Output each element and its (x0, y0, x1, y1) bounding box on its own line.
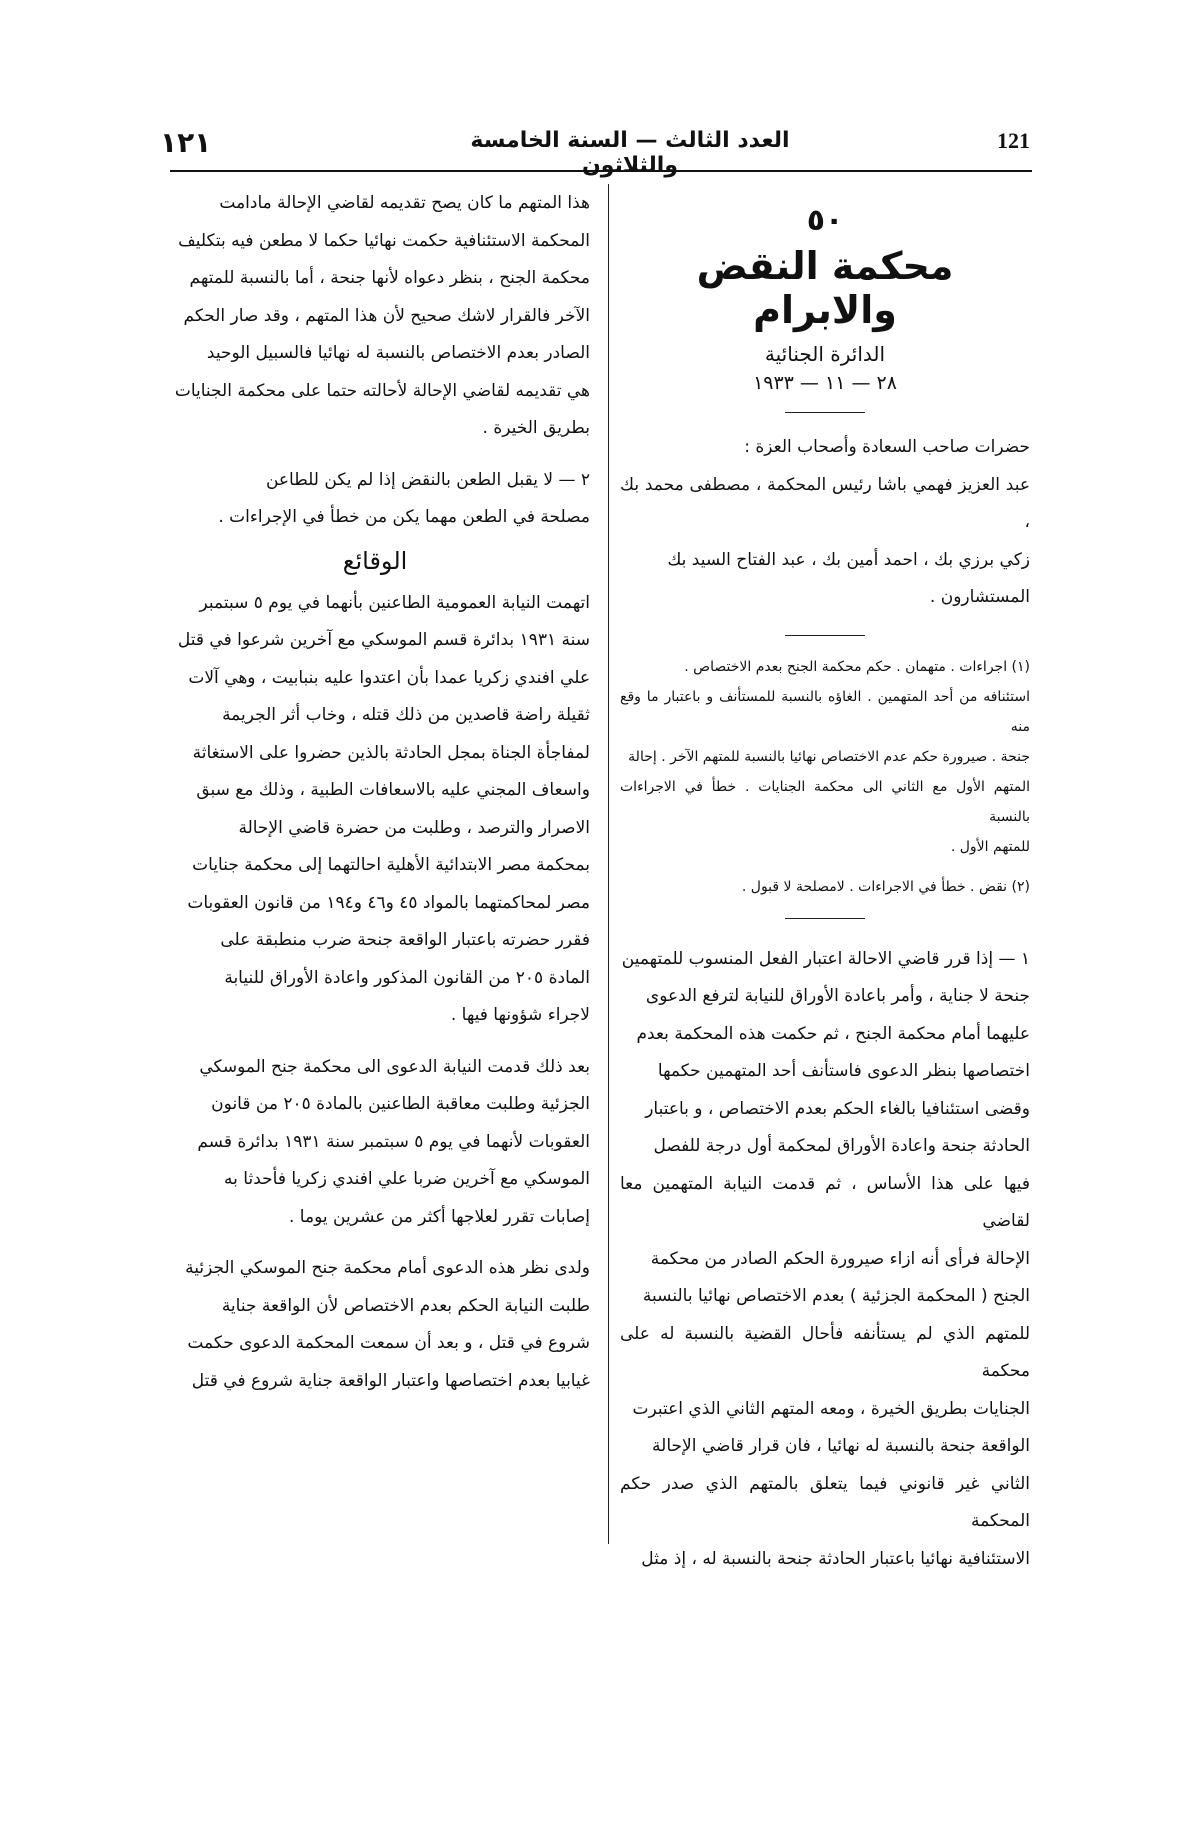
footnote-line: جنحة . صيرورة حكم عدم الاختصاص نهائيا بالنسبة للمتهم الآخر . إحالة (628, 748, 1030, 765)
paragraph (160, 1049, 590, 1237)
text-line: علي افندي زكريا عمدا بأن اعتدوا عليه بنبابيت ، وهي آلات (188, 667, 590, 688)
divider (785, 412, 865, 413)
footnote-line: المتهم الأول مع الثاني الى محكمة الجنايات . خطأ في الاجراءات بالنسبة (620, 778, 1030, 825)
text-line: الموسكي مع آخرين ضربا علي افندي زكريا فأحدثا به (224, 1169, 590, 1189)
text-line: فقرر حضرته باعتبار الواقعة جنحة ضرب منطبقة على (220, 930, 590, 950)
text-line: جنحة لا جناية ، وأمر باعادة الأوراق للنيابة لترفع الدعوى (645, 986, 1030, 1006)
text-line: الاصرار والترصد ، وطلبت من حضرة قاضي الإحالة (238, 817, 590, 838)
column-divider (608, 184, 609, 1544)
right-column (620, 185, 1030, 1578)
text-line: الحادثة جنحة واعادة الأوراق لمحكمة أول درجة للفصل (653, 1136, 1030, 1156)
footnotes (620, 652, 1030, 902)
text-line: مصلحة في الطعن مهما يكن من خطأ في الإجراءات . (218, 507, 590, 527)
headnote-2 (160, 462, 590, 537)
text-line: الإحالة فرأى أنه ازاء صيرورة الحكم الصادر من محكمة (650, 1248, 1030, 1269)
page-header (150, 124, 1040, 178)
text-line: إصابات تقرر لعلاجها أكثر من عشرين يوما . (289, 1206, 590, 1227)
case-number: ٥٠ (806, 203, 844, 238)
paragraph (160, 185, 590, 448)
text-line: للمتهم الذي لم يستأنفه فأحال القضية بالنسبة له على محكمة (620, 1323, 1030, 1381)
court-name: محكمة النقض والابرام (696, 244, 954, 332)
text-line: ولدى نظر هذه الدعوى أمام محكمة جنح الموسكي الجزئية (185, 1258, 590, 1278)
header-rule (170, 170, 1032, 172)
bench-line: المستشارون . (929, 587, 1030, 607)
text-line: الصادر بعدم الاختصاص بالنسبة له نهائيا فالسبيل الوحيد (206, 343, 590, 363)
circuit-name: الدائرة الجنائية (764, 342, 886, 366)
text-line: الجنايات بطريق الخيرة ، ومعه المتهم الثاني الذي اعتبرت (632, 1398, 1030, 1419)
text-line: المحكمة الاستئنافية حكمت نهائيا حكما لا مطعن فيه بتكليف (178, 230, 590, 251)
text-line: سنة ١٩٣١ بدائرة قسم الموسكي مع آخرين شرعوا في قتل (177, 630, 590, 650)
bench-intro: حضرات صاحب السعادة وأصحاب العزة : (744, 437, 1030, 457)
divider (785, 918, 865, 919)
text-line: هي تقديمه لقاضي الإحالة لأحالته حتما على محكمة الجنايات (174, 380, 590, 401)
text-line: بطريق الخيرة . (482, 418, 590, 438)
text-line: المادة ٢٠٥ من القانون المذكور واعادة الأوراق للنيابة (224, 967, 590, 988)
text-line: الثاني غير قانوني فيما يتعلق بالمتهم الذي صدر حكم المحكمة (620, 1473, 1030, 1531)
text-line: اتهمت النيابة العمومية الطاعنين بأنهما في يوم ٥ سبتمبر (199, 592, 590, 613)
text-line: الآخر فالقرار لاشك صحيح لأن هذا المتهم ، وقد صار الحكم (183, 305, 590, 326)
text-line: غيابيا بعدم اختصاصها واعتبار الواقعة جناية شروع في قتل (191, 1370, 590, 1391)
text-line: فيها على هذا الأساس ، ثم قدمت النيابة المتهمين معا لقاضي (620, 1173, 1030, 1231)
text-line: ثقيلة راضة قاصدين من ذلك قتله ، وخاب أثر الجريمة (222, 705, 590, 725)
text-line: واسعاف المجني عليه بالاسعافات الطبية ، وذلك مع سبق (196, 780, 590, 800)
page-number-arabic: ١٢١ (160, 126, 212, 159)
text-line: لمفاجأة الجناة بمجل الحادثة بالذين حضروا على الاستغاثة (192, 742, 590, 763)
divider (785, 635, 865, 636)
bench-line: زكي برزي بك ، احمد أمين بك ، عبد الفتاح السيد بك (667, 549, 1030, 570)
text-line: ٢ — لا يقبل الطعن بالنقض إذا لم يكن للطاعن (265, 469, 590, 490)
text-line: مصر لمحاكمتهما بالمواد ٤٥ و٤٦ و١٩٤ من قانون العقوبات (187, 892, 590, 913)
text-line: لاجراء شؤونها فيها . (450, 1005, 590, 1025)
left-column (160, 185, 590, 1400)
text-line: الاستئنافية نهائيا باعتبار الحادثة جنحة بالنسبة له ، إذ مثل (641, 1548, 1030, 1569)
text-line: وقضى استئنافيا بالغاء الحكم بعدم الاختصاص ، و باعتبار (645, 1098, 1030, 1119)
issue-title: العدد الثالث — السنة الخامسة والثلاثون (470, 128, 790, 178)
text-line: الجزئية وطلبت معاقبة الطاعنين بالمادة ٢٠٥ من قانون (211, 1094, 590, 1114)
footnote-line: استئنافه من أحد المتهمين . الغاؤه بالنسبة للمستأنف و باعتبار ما وقع منه (620, 688, 1030, 735)
footnote-line: (١) اجراءات . متهمان . حكم محكمة الجنح بعدم الاختصاص . (684, 658, 1030, 675)
text-line: الواقعة جنحة بالنسبة له نهائيا ، فان قرار قاضي الإحالة (652, 1436, 1030, 1456)
text-line: بمحكمة مصر الابتدائية الأهلية احالتهما إلى محكمة جنايات (192, 855, 590, 875)
text-line: الجنح ( المحكمة الجزئية ) بعدم الاختصاص نهائيا بالنسبة (642, 1286, 1030, 1306)
text-line: العقوبات لأنهما في يوم ٥ سبتمبر سنة ١٩٣١ بدائرة قسم (197, 1131, 590, 1152)
footnote-line: للمتهم الأول . (950, 838, 1030, 855)
paragraph (160, 585, 590, 1035)
text-line: طلبت النيابة الحكم بعدم الاختصاص لأن الواقعة جناية (221, 1295, 590, 1316)
paragraph (160, 1250, 590, 1400)
text-line: هذا المتهم ما كان يصح تقديمه لقاضي الإحالة مادامت (219, 193, 590, 213)
headnote-1 (620, 941, 1030, 1579)
footnote-line: (٢) نقض . خطأ في الاجراءات . لامصلحة لا قبول . (741, 878, 1030, 895)
text-line: اختصاصها بنظر الدعوى فاستأنف أحد المتهمين حكمها (657, 1061, 1030, 1081)
section-title: الوقائع (342, 546, 408, 575)
text-line: عليهما أمام محكمة الجنح ، ثم حكمت هذه المحكمة بعدم (636, 1023, 1030, 1044)
text-line: ١ — إذا قرر قاضي الاحالة اعتبار الفعل المنسوب للمتهمين (621, 948, 1030, 969)
page-number-latin: 121 (997, 128, 1030, 153)
text-line: محكمة الجنح ، بنظر دعواه لأنها جنحة ، أما بالنسبة للمتهم (189, 268, 590, 288)
text-line: بعد ذلك قدمت النيابة الدعوى الى محكمة جنح الموسكي (199, 1056, 590, 1077)
bench-line: عبد العزيز فهمي باشا رئيس المحكمة ، مصطفى محمد بك ، (620, 474, 1030, 532)
judgment-date: ٢٨ — ١١ — ١٩٣٣ (753, 372, 897, 394)
text-line: شروع في قتل ، و بعد أن سمعت المحكمة الدعوى حكمت (187, 1333, 590, 1353)
